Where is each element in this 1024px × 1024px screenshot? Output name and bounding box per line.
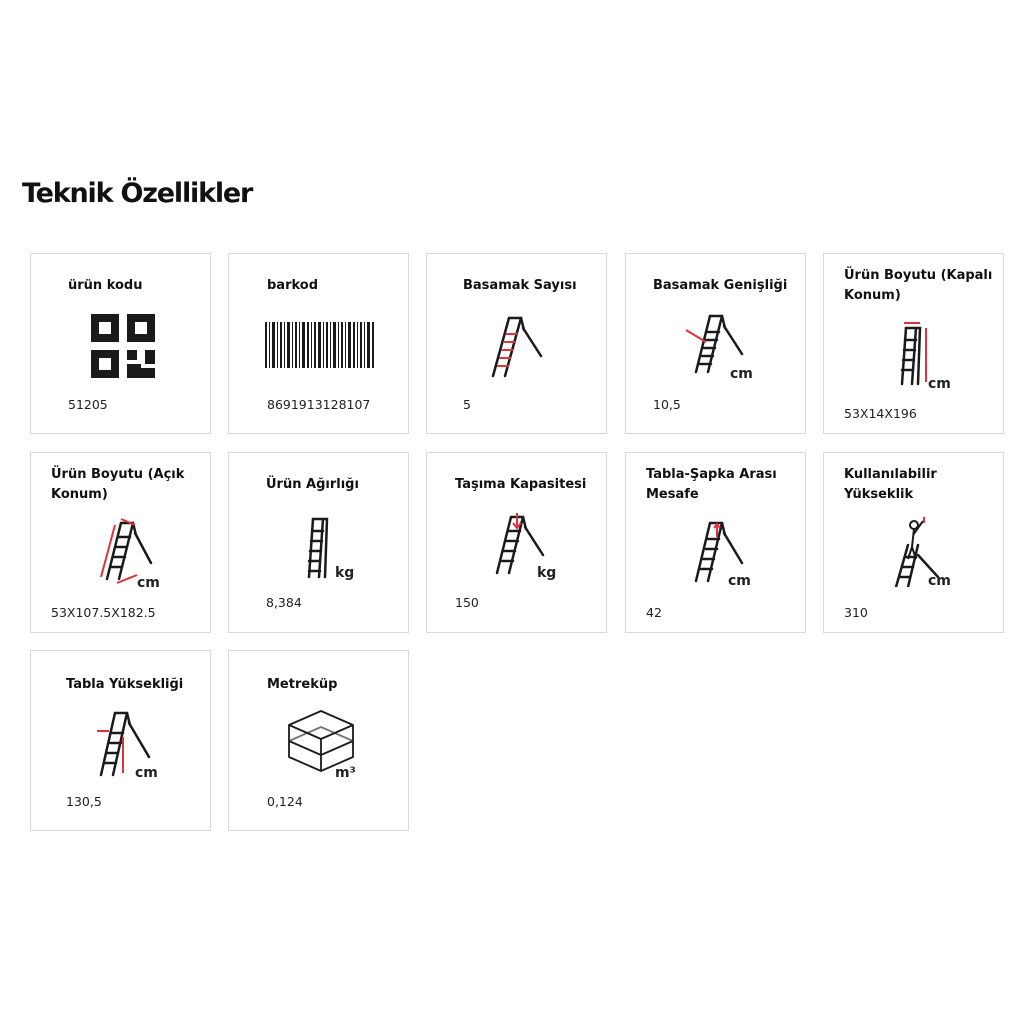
spec-label: Tabla-Şapka Arası Mesafe [646,467,777,502]
open-size-icon [93,515,165,587]
unit-cm: cm [730,366,753,380]
spec-card-metrekup [228,650,409,831]
spec-label: Ürün Boyutu (Kapalı Konum) [844,268,993,303]
spec-value: 150 [455,595,479,610]
spec-card-barkod [228,253,409,434]
spec-value: 51205 [68,397,108,412]
spec-value: 130,5 [66,794,102,809]
closed-size-icon [894,320,956,390]
qr-code-icon [89,312,157,380]
spec-label: Ürün Ağırlığı [266,477,359,492]
spec-value: 42 [646,605,662,620]
spec-label: Kullanılabilir Yükseklik [844,467,937,502]
spec-card-kapali-boyut [823,253,1004,434]
unit-cm: cm [135,765,158,781]
barcode-icon [265,322,375,368]
capacity-icon [489,511,561,581]
spec-value: 5 [463,397,471,412]
spec-value: 8691913128107 [267,397,371,412]
spec-label: Ürün Boyutu (Açık Konum) [51,467,185,502]
spec-card-tabla-yuksekligi [30,650,211,831]
unit-cm: cm [928,376,951,390]
weight-icon [295,513,357,583]
spec-label: Basamak Sayısı [463,278,577,293]
spec-card-urun-agirligi [228,452,409,633]
platform-height-icon [93,709,165,781]
spec-card-tasima-kapasitesi [426,452,607,633]
ladder-steps-icon [489,312,549,380]
unit-cm: cm [928,573,951,587]
spec-card-kullanilabilir-yukseklik [823,452,1004,633]
usable-height-icon [886,515,958,587]
spec-value: 8,384 [266,595,302,610]
spec-label: Basamak Genişliği [653,278,788,293]
unit-kg: kg [335,565,355,581]
unit-kg: kg [537,565,557,581]
spec-card-urun-kodu [30,253,211,434]
spec-label: Metreküp [267,677,338,692]
spec-card-basamak-sayisi [426,253,607,434]
spec-card-basamak-genisligi [625,253,806,434]
spec-value: 10,5 [653,397,681,412]
spec-label: ürün kodu [68,278,143,293]
cube-volume-icon [285,707,365,781]
step-width-icon [684,312,756,380]
spec-card-tabla-sapka-mesafe [625,452,806,633]
spec-value: 53X107.5X182.5 [51,605,156,620]
spec-label: Taşıma Kapasitesi [455,477,587,492]
unit-cm: cm [728,573,751,587]
spec-value: 53X14X196 [844,406,917,421]
spec-card-acik-boyut [30,452,211,633]
spec-label: Tabla Yüksekliği [66,677,184,692]
spec-value: 310 [844,605,868,620]
platform-top-distance-icon [688,517,760,587]
spec-label: barkod [267,278,319,293]
unit-m3: m³ [335,765,356,781]
unit-cm: cm [137,575,160,587]
spec-value: 0,124 [267,794,303,809]
section-title: Teknik Özellikler [22,178,253,209]
